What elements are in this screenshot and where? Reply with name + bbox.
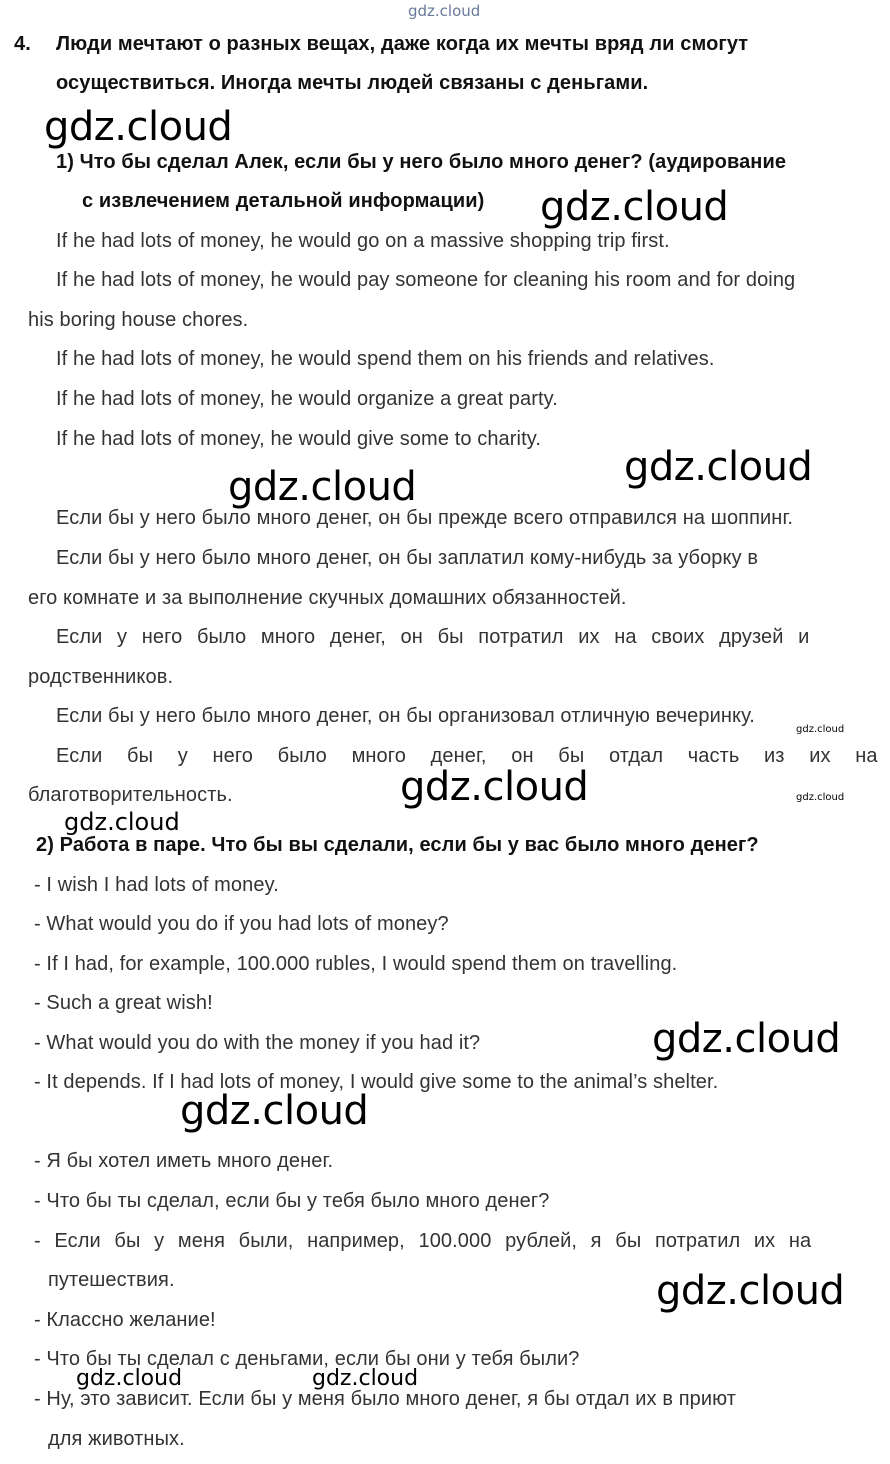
task-intro-line-2: осуществиться. Иногда мечты людей связаны с деньгами. [56,72,649,94]
watermark: gdz.cloud [652,1016,841,1062]
watermark: gdz.cloud [180,1088,369,1134]
task-intro-text-1: Люди мечтают о разных вещах, даже когда их мечты вряд ли смогут [56,33,749,55]
part1-ru-line: Если у него было много денег, он бы потратил их на своих друзей и [56,626,810,648]
watermark: gdz.cloud [400,764,589,810]
part1-en-line: If he had lots of money, he would go on a massive shopping trip first. [56,230,670,252]
part1-en-line: If he had lots of money, he would give some to charity. [56,428,542,450]
part2-ru-line: - Что бы ты сделал, если бы у тебя было много денег? [34,1190,550,1212]
watermark: gdz.cloud [656,1268,845,1314]
task-number: 4. [14,33,31,55]
watermark: gdz.cloud [624,444,813,490]
watermark: gdz.cloud [228,464,417,510]
part2-ru-line: - Ну, это зависит. Если бы у меня было много денег, я бы отдал их в приют [34,1388,737,1410]
watermark-top: gdz.cloud [408,2,481,20]
part2-en-line: - If I had, for example, 100.000 rubles, I would spend them on travelling. [34,953,678,975]
part1-en-line: If he had lots of money, he would pay someone for cleaning his room and for doing [56,269,796,291]
watermark-medium: gdz.cloud [312,1366,419,1391]
watermark-small: gdz.cloud [796,792,845,803]
part1-heading-line-1: 1) Что бы сделал Алек, если бы у него было много денег? (аудирование [56,151,787,173]
part2-ru-line: - Я бы хотел иметь много денег. [34,1150,334,1172]
watermark-small: gdz.cloud [796,724,845,735]
part1-en-line: If he had lots of money, he would spend them on his friends and relatives. [56,348,715,370]
part1-en-line: his boring house chores. [28,309,249,331]
part2-ru-line: для животных. [48,1428,185,1450]
part2-ru-line: - Если бы у меня были, например, 100.000 рублей, я бы потратил их на [34,1230,812,1252]
part1-ru-line: Если бы у него было много денег, он бы прежде всего отправился на шоппинг. [56,507,794,529]
task-intro-line-1 [56,31,880,57]
watermark: gdz.cloud [44,104,233,150]
part2-heading: 2) Работа в паре. Что бы вы сделали, если бы у вас было много денег? [36,834,759,856]
part1-ru-line: родственников. [28,666,174,688]
watermark-medium: gdz.cloud [76,1366,183,1391]
part2-ru-line: - Что бы ты сделал с деньгами, если бы они у тебя были? [34,1348,580,1370]
part2-en-line: - What would you do with the money if you had it? [34,1032,481,1054]
part1-en-line: If he had lots of money, he would organize a great party. [56,388,558,410]
part1-heading-line-2: с извлечением детальной информации) [82,190,485,212]
part2-en-line: - Such a great wish! [34,992,213,1014]
part2-ru-line: - Классно желание! [34,1309,216,1331]
part2-en-line: - It depends. If I had lots of money, I would give some to the animal’s shelter. [34,1071,719,1093]
part2-en-line: - I wish I had lots of money. [34,874,279,896]
part1-ru-line: благотворительность. [28,784,233,806]
part2-ru-line: путешествия. [48,1269,175,1291]
part1-ru-line: Если бы у него было много денег, он бы организовал отличную вечеринку. [56,705,755,727]
part1-ru-line: Если бы у него было много денег, он бы отдал часть из их на [56,745,878,767]
watermark-medium: gdz.cloud [64,808,180,836]
watermark: gdz.cloud [540,184,729,230]
part1-ru-line: Если бы у него было много денег, он бы заплатил кому-нибудь за уборку в [56,547,759,569]
part1-ru-line: его комнате и за выполнение скучных домашних обязанностей. [28,587,627,609]
part2-en-line: - What would you do if you had lots of money? [34,913,449,935]
